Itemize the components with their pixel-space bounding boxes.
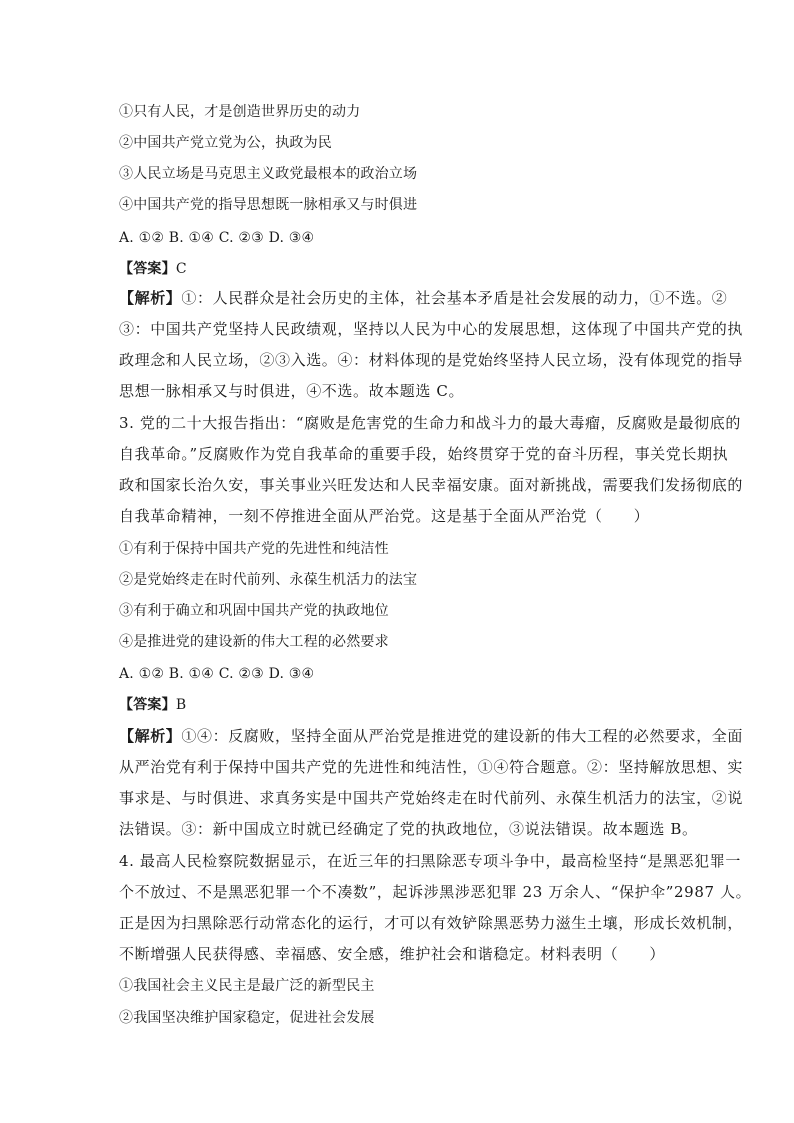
analysis-tag: 【解析】 bbox=[119, 727, 182, 745]
q3-stem-line-3: 政和国家长治久安，事关事业兴旺发达和人民幸福安康。面对新挑战，需要我们发扬彻底的 bbox=[119, 476, 744, 494]
answer-tag: 【答案】 bbox=[119, 697, 176, 713]
analysis-tag: 【解析】 bbox=[119, 289, 182, 307]
q3-option-3: ③有利于确立和巩固中国共产党的执政地位 bbox=[119, 603, 389, 619]
q3-option-1: ①有利于保持中国共产党的先进性和纯洁性 bbox=[119, 541, 389, 557]
q2-option-1: ①只有人民，才是创造世界历史的动力 bbox=[119, 104, 361, 120]
q2-analysis-line-4: 思想一脉相承又与时俱进，④不选。故本题选 C。 bbox=[119, 382, 465, 400]
q2-option-2: ②中国共产党立党为公，执政为民 bbox=[119, 135, 332, 151]
q3-choices: A. ①② B. ①④ C. ②③ D. ③④ bbox=[119, 666, 315, 682]
q4-option-2: ②我国坚决维护国家稳定，促进社会发展 bbox=[119, 1010, 375, 1026]
q4-stem-line-2: 个不放过、不是黑恶犯罪一个不凑数”，起诉涉黑涉恶犯罪 23 万余人、“保护伞”2987 人。 bbox=[119, 883, 752, 901]
q2-analysis-line-2: ③：中国共产党坚持人民政绩观，坚持以人民为中心的发展思想，这体现了中国共产党的执 bbox=[119, 320, 744, 338]
q3-option-4: ④是推进党的建设新的伟大工程的必然要求 bbox=[119, 634, 389, 650]
q3-stem-line-4: 自我革命精神，一刻不停推进全面从严治党。这是基于全面从严治党（ ） bbox=[119, 507, 650, 525]
q3-analysis-line-2: 从严治党有利于保持中国共产党的先进性和纯洁性，①④符合题意。②：坚持解放思想、实 bbox=[119, 758, 744, 776]
q4-option-1: ①我国社会主义民主是最广泛的新型民主 bbox=[119, 978, 375, 994]
q3-stem-line-2: 自我革命。”反腐败作为党自我革命的重要手段，始终贯穿于党的奋斗历程，事关党长期执 bbox=[119, 445, 729, 463]
answer-tag: 【答案】 bbox=[119, 261, 176, 277]
q4-stem-line-3: 正是因为扫黑除恶行动常态化的运行，才可以有效铲除黑恶势力滋生土壤，形成长效机制， bbox=[119, 914, 744, 932]
q4-stem-line-1: 4. 最高人民检察院数据显示，在近三年的扫黑除恶专项斗争中，最高检坚持“是黑恶犯罪一 bbox=[119, 852, 741, 870]
q2-analysis-line-3: 政理念和人民立场，②③入选。④：材料体现的是党始终坚持人民立场，没有体现党的指导 bbox=[119, 351, 744, 369]
q2-analysis-line-1 bbox=[119, 288, 727, 308]
q3-option-2: ②是党始终走在时代前列、永葆生机活力的法宝 bbox=[119, 572, 418, 588]
q2-option-4: ④中国共产党的指导思想既一脉相承又与时俱进 bbox=[119, 197, 418, 213]
q4-stem-line-4: 不断增强人民获得感、幸福感、安全感，维护社会和谐稳定。材料表明（ ） bbox=[119, 945, 666, 963]
analysis-text: ①④：反腐败，坚持全面从严治党是推进党的建设新的伟大工程的必然要求，全面 bbox=[181, 727, 744, 745]
q3-answer bbox=[119, 695, 186, 715]
q2-answer bbox=[119, 259, 187, 279]
q2-choices: A. ①② B. ①④ C. ②③ D. ③④ bbox=[119, 230, 315, 246]
answer-value: B bbox=[175, 697, 187, 713]
q3-analysis-line-1 bbox=[119, 726, 743, 746]
q3-stem-line-1: 3. 党的二十大报告指出：“腐败是危害党的生命力和战斗力的最大毒瘤，反腐败是最彻底的 bbox=[119, 414, 741, 432]
answer-value: C bbox=[175, 261, 187, 277]
q3-analysis-line-3: 事求是、与时俱进、求真务实是中国共产党始终走在时代前列、永葆生机活力的法宝，②说 bbox=[119, 789, 744, 807]
q2-option-3: ③人民立场是马克思主义政党最根本的政治立场 bbox=[119, 166, 418, 182]
analysis-text: ①：人民群众是社会历史的主体，社会基本矛盾是社会发展的动力，①不选。② bbox=[181, 289, 728, 307]
q3-analysis-line-4: 法错误。③：新中国成立时就已经确定了党的执政地位，③说法错误。故本题选 B。 bbox=[119, 820, 698, 838]
